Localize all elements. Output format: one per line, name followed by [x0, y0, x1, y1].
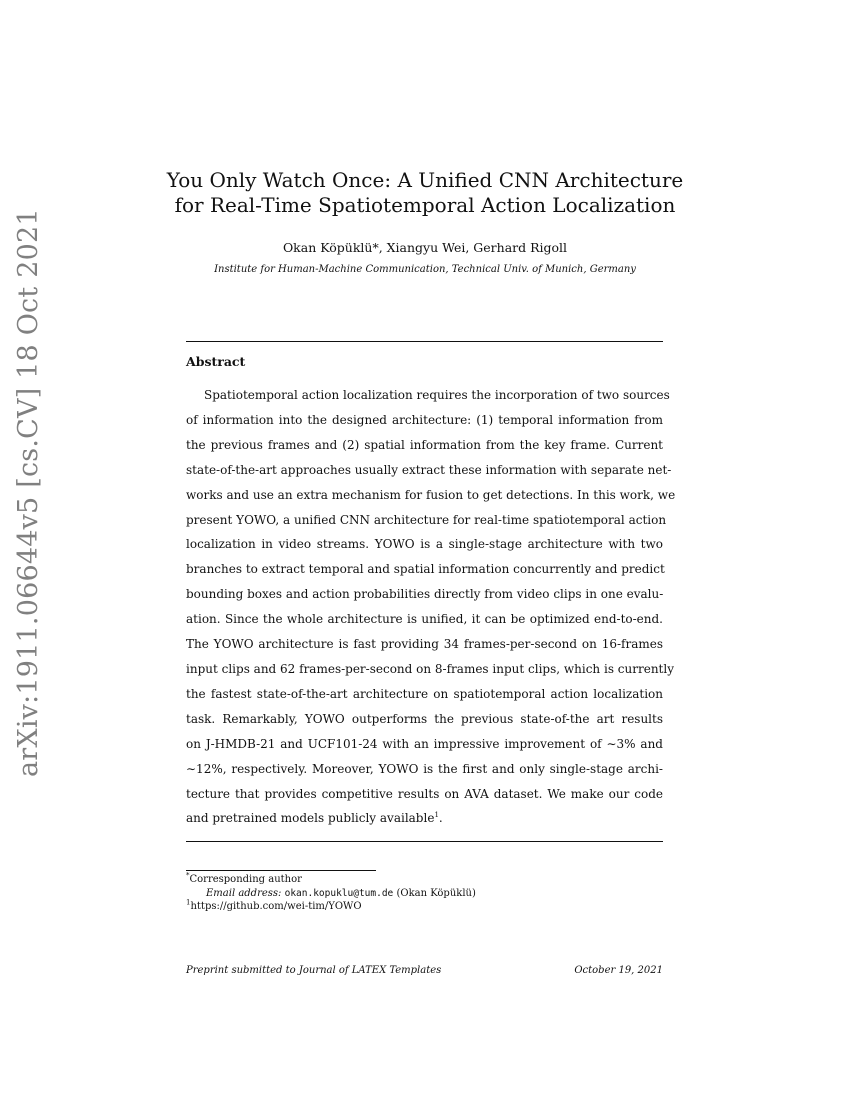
abstract-line: the fastest state-of-the-art architecture on spatiotemporal action localization: [186, 686, 663, 701]
url-marker: 1: [186, 898, 191, 907]
footnote-email: [186, 887, 476, 901]
abstract-line: Spatiotemporal action localization requires the incorporation of two sources: [204, 388, 670, 402]
abstract-line: task. Remarkably, YOWO outperforms the previous state-of-the art results: [186, 711, 663, 726]
abstract-line: present YOWO, a unified CNN architecture for real-time spatiotemporal action: [186, 512, 667, 527]
footer-date: October 19, 2021: [574, 965, 663, 976]
abstract-last-line-period: .: [438, 811, 443, 826]
abstract-line: on J-HMDB-21 and UCF101-24 with an impressive improvement of ∼3% and: [186, 736, 663, 751]
abstract-line: The YOWO architecture is fast providing 34 frames-per-second on 16-frames: [186, 637, 663, 652]
page-footer: [186, 965, 663, 976]
corresponding-text: Corresponding author: [189, 874, 302, 885]
abstract-heading: Abstract: [186, 354, 246, 369]
abstract-bottom-rule: [186, 841, 663, 842]
paper-title: [150, 168, 700, 218]
arxiv-identifier-stamp: arXiv:1911.06644v5 [cs.CV] 18 Oct 2021: [13, 208, 44, 777]
abstract-line: works and use an extra mechanism for fusion to get detections. In this work, we: [186, 487, 676, 502]
email-label: Email address:: [206, 887, 282, 899]
title-line-2: for Real-Time Spatiotemporal Action Localization: [174, 193, 676, 217]
abstract-last-line: [186, 806, 663, 831]
footer-preprint-note: Preprint submitted to Journal of LATEX Templates: [186, 965, 442, 976]
footnote-url: [186, 900, 476, 914]
abstract-line: ∼12%, respectively. Moreover, YOWO is the first and only single-stage archi-: [186, 761, 663, 776]
abstract-body: [186, 383, 676, 831]
corresponding-marker: *: [186, 871, 190, 880]
footnotes: [186, 873, 476, 914]
footnote-marker-1: 1: [434, 811, 439, 820]
abstract-line: input clips and 62 frames-per-second on 8-frames input clips, which is currently: [186, 661, 674, 676]
abstract-line: tecture that provides competitive results on AVA dataset. We make our code: [186, 786, 663, 801]
abstract-line: ation. Since the whole architecture is unified, it can be optimized end-to-end.: [186, 612, 663, 627]
abstract-line: bounding boxes and action probabilities directly from video clips in one evalu-: [186, 587, 664, 602]
footnote-corresponding: [186, 873, 476, 887]
email-address-link[interactable]: okan.kopuklu@tum.de: [284, 887, 394, 899]
abstract-line: state-of-the-art approaches usually extract these information with separate net-: [186, 462, 672, 477]
abstract-top-rule: [186, 341, 663, 342]
abstract-line: the previous frames and (2) spatial information from the key frame. Current: [186, 437, 663, 452]
github-url-link[interactable]: https://github.com/wei-tim/YOWO: [190, 901, 362, 912]
title-line-1: You Only Watch Once: A Unified CNN Architecture: [166, 168, 684, 192]
abstract-line: of information into the designed architecture: (1) temporal information from: [186, 412, 663, 427]
abstract-line: branches to extract temporal and spatial information concurrently and predict: [186, 562, 665, 577]
abstract-line: localization in video streams. YOWO is a single-stage architecture with two: [186, 537, 663, 552]
email-owner: (Okan Köpüklü): [396, 887, 476, 899]
footnote-rule: [186, 870, 376, 871]
affiliation: Institute for Human-Machine Communication, Technical Univ. of Munich, Germany: [214, 264, 636, 275]
author-list: Okan Köpüklü*, Xiangyu Wei, Gerhard Rigoll: [282, 240, 568, 255]
abstract-last-line-text: and pretrained models publicly available: [186, 811, 435, 826]
